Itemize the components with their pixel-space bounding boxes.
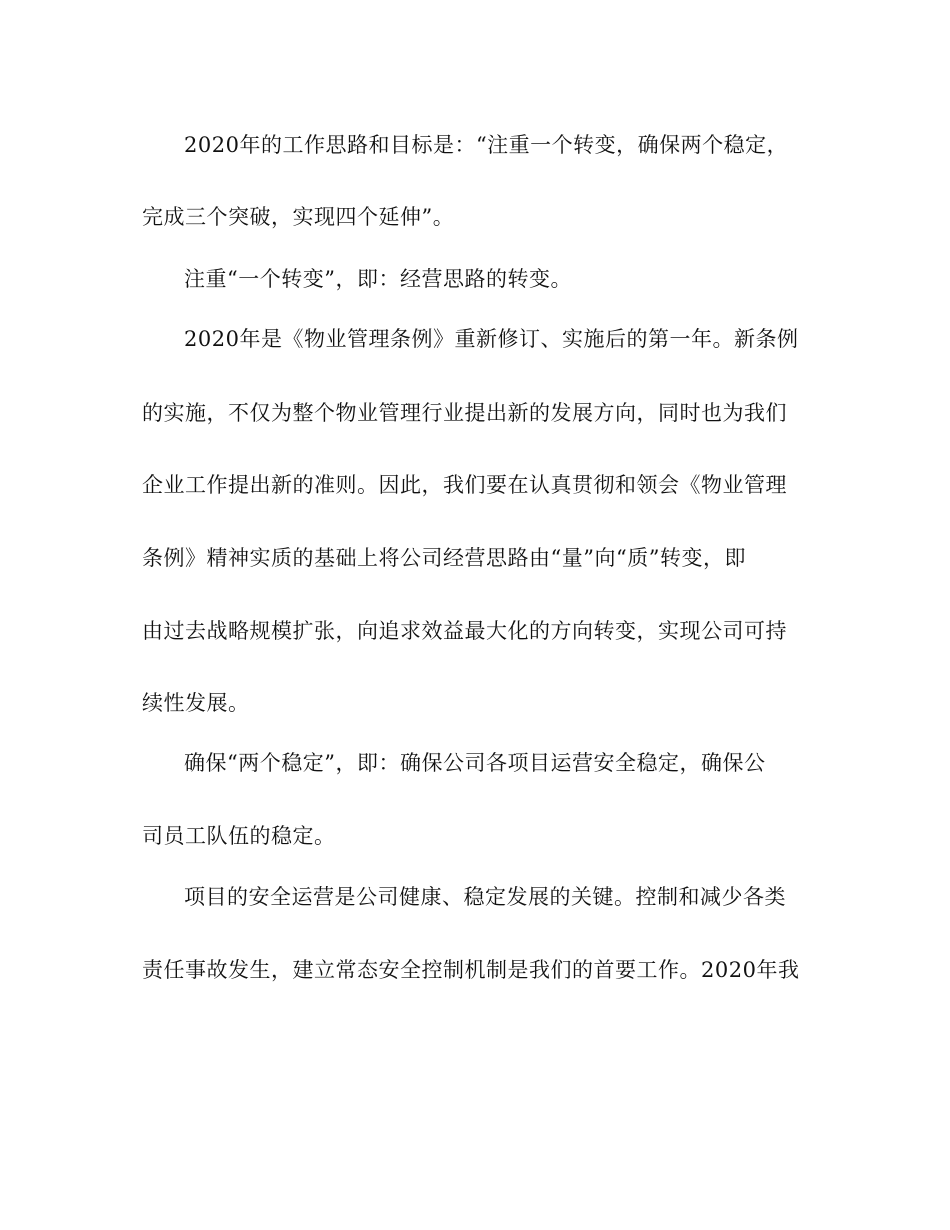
paragraph-3-line-5: 由过去战略规模扩张，向追求效益最大化的方向转变，实现公司可持 xyxy=(142,619,787,643)
paragraph-4-line-2: 司员工队伍的稳定。 xyxy=(142,824,336,848)
paragraph-1-line-2: 完成三个突破，实现四个延伸”。 xyxy=(142,205,455,229)
paragraph-5-line-1: 项目的安全运营是公司健康、稳定发展的关键。控制和减少各类 xyxy=(184,885,786,909)
paragraph-5-line-2: 责任事故发生，建立常态安全控制机制是我们的首要工作。2020年我 xyxy=(142,958,800,982)
paragraph-3-line-2: 的实施，不仅为整个物业管理行业提出新的发展方向，同时也为我们 xyxy=(142,401,787,425)
paragraph-3-line-4: 条例》精神实质的基础上将公司经营思路由“量”向“质”转变，即 xyxy=(142,546,746,570)
paragraph-4-line-1: 确保“两个稳定”，即：确保公司各项目运营安全稳定，确保公 xyxy=(184,751,766,775)
paragraph-3-line-1: 2020年是《物业管理条例》重新修订、实施后的第一年。新条例 xyxy=(184,327,799,351)
paragraph-1-line-1: 2020年的工作思路和目标是：“注重一个转变，确保两个稳定， xyxy=(184,133,789,157)
paragraph-3-line-3: 企业工作提出新的准则。因此，我们要在认真贯彻和领会《物业管理 xyxy=(142,473,787,497)
paragraph-3-line-6: 续性发展。 xyxy=(142,691,250,715)
paragraph-2-line-1: 注重“一个转变”，即：经营思路的转变。 xyxy=(184,267,572,291)
